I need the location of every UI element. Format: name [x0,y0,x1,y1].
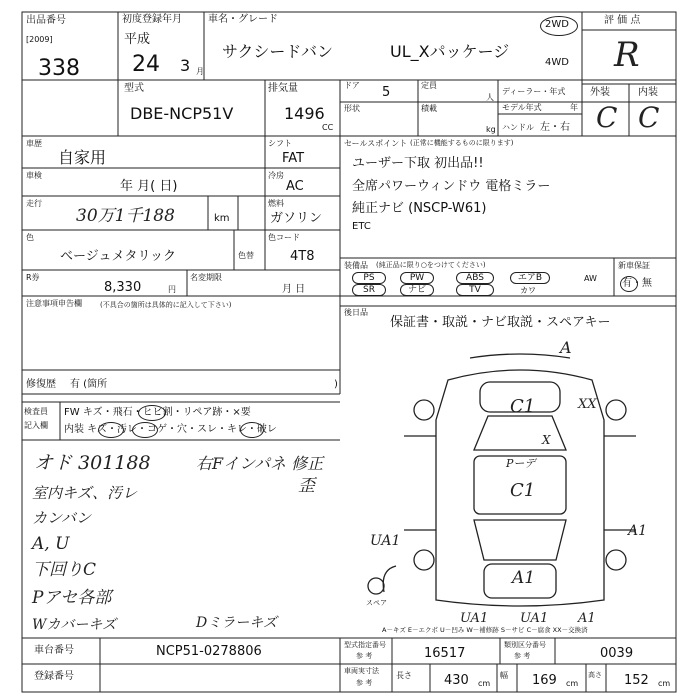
damage-mark: A1 [512,568,536,588]
width: 169 [532,673,557,688]
inspector-label-2: 記入欄 [24,421,48,430]
equipment-sub: (純正品に限り○をつけてください) [376,261,486,269]
length: 430 [444,673,469,688]
equip-pw: PW [400,272,434,284]
reg-year: 24 [132,52,160,77]
name-change-value: 月 日 [282,284,306,295]
shift-label: シフト [268,139,292,148]
displacement-label: 排気量 [268,83,298,94]
new-car-value: 有・無 [622,278,652,289]
year-unit: 年 [570,103,578,112]
displacement-unit: CC [322,123,334,132]
doors: 5 [382,85,391,100]
dims-sub: 参 考 [356,679,373,687]
notes-sub: (不具合の箇所は具体的に記入して下さい) [100,301,232,309]
exterior-grade: C [596,101,618,134]
usage: 自家用 [58,148,107,167]
new-car-label: 新車保証 [618,261,650,270]
drive-4wd: 4WD [545,57,569,68]
damage-mark: UA1 [460,611,489,626]
handwritten-note: 歪 [298,476,315,496]
selling-point-line: ETC [352,221,371,232]
equipment-label: 装備品 [344,261,368,270]
damage-mark: A1 [628,523,648,539]
width-label: 幅 [500,671,508,680]
selling-point-line: ユーザー下取 初出品!! [352,156,484,171]
color: ベージュメタリック [60,249,176,264]
first-reg-label: 初度登録年月 [122,14,182,25]
interior-grade: C [638,101,660,134]
lot-label: 出品番号 [26,15,66,26]
damage-mark: C1 [510,480,536,501]
damage-mark: C1 [510,396,536,417]
inspection-label: 車検 [26,171,42,180]
after-value: 保証書・取説・ナビ取説・スペアキー [390,315,611,330]
lot-sub: [2009] [26,35,53,44]
ac-label: 冷房 [268,171,284,180]
recycle-amount: 8,330 [104,280,142,295]
damage-mark: XX [578,397,597,412]
type-cert-label: 型式指定番号 [344,641,386,649]
handwritten-note: オド 301188 [34,452,151,474]
category-sub: 参 考 [514,652,531,660]
repair-close-paren: ) [334,379,338,390]
name-change-label: 名変期限 [190,273,222,282]
damage-mark: X [542,433,551,447]
drive-2wd: 2WD [545,19,569,30]
color-change-label: 色替 [238,251,254,260]
score-label: 評 価 点 [604,15,641,26]
displacement: 1496 [284,104,325,123]
selling-point-line: 純正ナビ (NSCP-W61) [352,201,487,216]
recycle-label: R券 [26,273,40,282]
type-cert-sub: 参 考 [356,652,373,660]
damage-legend: A－キズ E－エクボ U－凹み W－補修跡 S－サビ C－腐食 XX－交換済 [382,626,588,634]
chassis-number: NCP51-0278806 [156,644,262,659]
selling-points-label: セールスポイント [344,139,408,148]
interior-label: 内装 [638,87,658,98]
category-label: 類別区分番号 [504,641,546,649]
handwritten-note: Pアセ各部 [32,588,112,608]
color-label: 色 [26,233,34,242]
equip-ps: PS [352,272,386,284]
doors-label: ドア [344,81,360,90]
capacity-label: 定員 [421,81,437,90]
month-unit: 月 [196,67,204,76]
inspection-value: 年 月( 日) [120,179,178,194]
era: 平成 [124,32,151,47]
equip-abs: ABS [456,272,494,284]
inspector-row-2: 内装 キズ・汚レ・コゲ・穴・スレ・キレ・破レ [64,424,277,435]
equip-tv: TV [456,284,494,296]
handwritten-note: Wカバーキズ [32,617,117,633]
reg-label: 登録番号 [34,671,74,682]
height: 152 [624,673,649,688]
recycle-unit: 円 [168,285,176,294]
damage-mark: A1 [578,611,596,626]
handwritten-note: Dミラーキズ [196,615,277,631]
selling-points-sub: (正常に機能するものに限ります) [410,139,514,147]
lot-number: 338 [38,56,80,81]
dealer-label: ディーラー・年式 [502,87,566,96]
notes-label: 注意事項申告欄 [26,299,82,308]
equip-sr: SR [352,284,386,296]
equip-navi: ナビ [400,284,434,296]
shift: FAT [282,151,305,166]
fuel-label: 燃料 [268,199,284,208]
length-unit: cm [478,679,491,688]
type-cert: 16517 [424,646,466,661]
inspector-label-1: 検査員 [24,407,48,416]
equip-aw: AW [584,274,597,283]
load-unit: kg [486,125,496,134]
usage-label: 車歴 [26,139,42,148]
chassis-label: 車台番号 [34,645,74,656]
inspector-row-1: FW キズ・飛石・ヒビ割・リペア跡・×要 [64,407,251,418]
model-label: 型式 [124,83,144,94]
grade: UL_Xパッケージ [390,42,510,61]
color-code-label: 色コード [268,233,300,242]
damage-mark: Pーデ [506,457,536,470]
selling-point-line: 全席パワーウィンドウ 電格ミラー [352,179,551,194]
handle-label: ハンドル [502,123,534,132]
height-unit: cm [658,679,671,688]
mileage-label: 走行 [26,199,42,208]
capacity-unit: 人 [486,93,494,102]
after-label: 後日品 [344,308,368,317]
car-name: サクシードバン [222,42,334,61]
mileage-unit: km [214,213,230,224]
damage-mark: UA1 [370,533,401,549]
body-label: 形状 [344,104,360,113]
equip-leather: カワ [520,286,536,295]
handwritten-note: 室内キズ、汚レ [32,484,138,502]
handwritten-note: A, U [32,534,70,554]
width-unit: cm [566,679,579,688]
handwritten-note: 下回りC [32,560,97,580]
model-year-label: モデル年式 [502,103,542,112]
reg-month: 3 [180,56,191,75]
dims-label: 車両実寸法 [344,667,379,675]
exterior-label: 外装 [590,87,610,98]
mileage: 30万1千188 [76,206,175,226]
handle-value: 左・右 [540,122,570,133]
spare-label: スペア [366,599,387,607]
color-code: 4T8 [290,249,315,264]
ac: AC [286,179,304,194]
load-label: 積載 [421,104,437,113]
score: R [614,35,640,75]
repair-value: 有 (箇所 [70,379,108,390]
equip-airbag: エアB [510,272,550,284]
car-label: 車名・グレード [208,14,278,25]
length-label: 長さ [396,671,412,680]
height-label: 高さ [588,671,602,679]
handwritten-note: カンバン [32,509,91,527]
model: DBE-NCP51V [130,104,234,123]
handwritten-note: 右Fインパネ 修正 [196,454,324,473]
repair-label: 修復歴 [26,379,56,390]
damage-mark: A [560,338,572,357]
damage-mark: UA1 [520,611,549,626]
fuel: ガソリン [270,211,323,226]
category: 0039 [600,646,634,661]
